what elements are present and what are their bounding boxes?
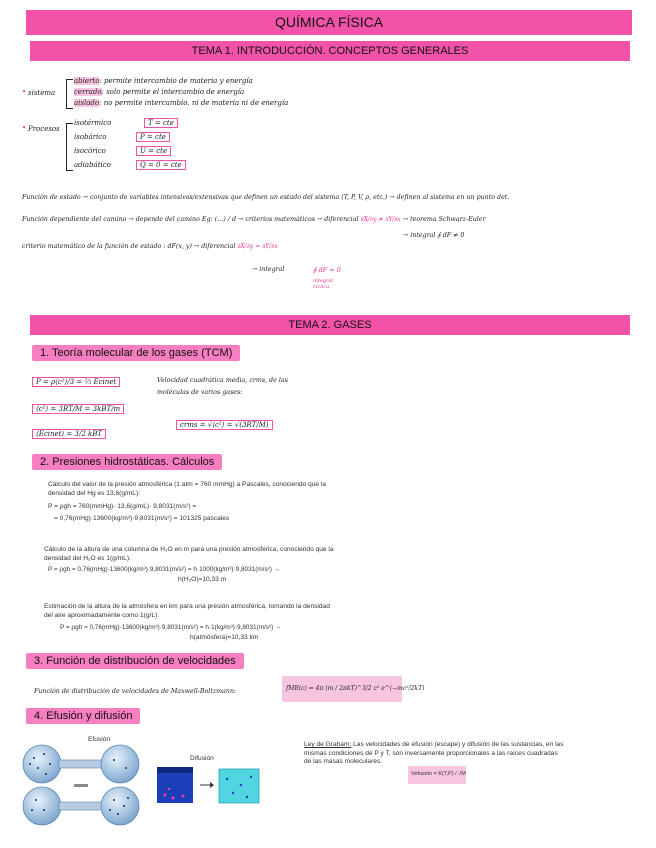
proceso-item: isotérmico T = cte bbox=[74, 119, 111, 127]
funcion-estado-text: Función de estado → conjunto de variables intensivas/extensivas que definen un estado del sistema (T, P, V, ρ, etc.) → definen al sistema en un punto det. bbox=[22, 194, 510, 201]
efusion-illustration bbox=[14, 744, 149, 829]
section3-title: 3. Función de distribución de velocidades bbox=[26, 653, 244, 669]
procesos-block bbox=[22, 119, 222, 173]
procesos-bracket bbox=[66, 123, 73, 171]
graham-formula-box bbox=[408, 766, 466, 784]
ex3-text: Estimación de la altura de la atmósfera en km para una presión atmosférica, tomando la densidad del aire aproximadamente como 1(g/L): bbox=[44, 603, 330, 619]
tcm-crms: crms = √⟨c²⟩ = √(3RT/M) bbox=[176, 421, 273, 429]
graham-text-block bbox=[304, 741, 564, 767]
graham-formula: Vefusión = K(T,P) / √M bbox=[411, 771, 466, 777]
graham-text: Ley de Graham: Las velocidades de efusión (escape) y difusión de las sustancias, en las mismas condiciones de P y T, son inversamente proporcionales a las raíces cuadradas de las masas moleculares. bbox=[304, 741, 564, 765]
tcm-eq1: P = ρ⟨c²⟩/3 = ⅔ Ecinet bbox=[32, 378, 120, 386]
sistema-item-aislado: aislado: no permite intercambio, ni de materia ni de energía bbox=[74, 99, 289, 107]
title-banner bbox=[26, 10, 632, 35]
mb-text: Función de distribución de velocidades de Maxwell-Boltzmann: bbox=[34, 688, 237, 695]
sistema-block bbox=[22, 77, 442, 111]
funcion-camino-text: Función dependiente del camino → depende del camino Eg: (…) / d → criterios matemáticos → diferencial ∂X/∂y ≠ ∂Y/∂x → teorema Schwarz-Euler bbox=[22, 216, 486, 223]
ex1-line2: = 0,76(mHg)·13600(kg/m³)·9,8031(m/s²) = 101325 pascales bbox=[54, 515, 230, 522]
tema1-banner bbox=[30, 41, 630, 61]
ex1-text: Cálculo del valor de la presión atmosférica (1 atm = 760 mmHg) a Pascales, conociendo que la densidad del Hg es 13,6(g/mL): bbox=[48, 481, 326, 497]
bullet-icon: • bbox=[22, 88, 27, 96]
section4-title: 4. Efusión y difusión bbox=[26, 708, 140, 724]
tema2-heading: TEMA 2. GASES bbox=[288, 319, 372, 331]
difusion-illustration bbox=[155, 765, 265, 807]
mb-formula-box bbox=[282, 676, 425, 702]
integral-estado: ∮ dF = 0 bbox=[313, 266, 341, 274]
efusion-bottom-row bbox=[23, 787, 139, 825]
sistema-item-cerrado: cerrado: solo permite el intercambio de energía bbox=[74, 88, 245, 96]
ex2-line2: h(H₂O)=10,33 m bbox=[178, 576, 227, 583]
criterio-estado-text: criterio matemático de la función de estado : dF(x, y) → diferencial ∂X/∂y = ∂Y/∂x bbox=[22, 243, 278, 250]
tema2-banner bbox=[30, 315, 630, 335]
efusion-top-row bbox=[23, 745, 139, 783]
integral-note: integral cíclica bbox=[313, 278, 333, 290]
proceso-item: isocórico U = cte bbox=[74, 147, 106, 155]
tcm-note: Velocidad cuadrática media, crms, de las moléculas de varios gases: bbox=[157, 377, 288, 396]
proceso-item: adiabático Q = 0 = cte bbox=[74, 161, 111, 169]
sistema-label: sistema bbox=[28, 89, 56, 97]
section2-title: 2. Presiones hidrostáticas. Cálculos bbox=[32, 454, 222, 470]
sistema-item-abierto: abierto: permite intercambio de materia y energía bbox=[74, 77, 253, 85]
proceso-item: isobárico P = cte bbox=[74, 133, 106, 141]
ex1-line1: P = ρgh = 760(mmHg)· 13,6(g/mL)· 9,8031(m/s²) = bbox=[48, 503, 197, 510]
integral-cerrada: → integral ∮ dF ≠ 0 bbox=[403, 232, 465, 239]
sistema-bracket bbox=[66, 79, 73, 109]
mb-formula: fMB(c) = 4π (m / 2πkT)^3/2 c² e^(−mc²/2kT) bbox=[286, 685, 425, 692]
tcm-eq3: ⟨Ecinet⟩ = 3/2 kBT bbox=[32, 430, 106, 438]
ex3-line2: h(atmósfera)=10,33 km bbox=[190, 634, 259, 641]
procesos-label: Procesos bbox=[28, 125, 60, 133]
page-title: QUÍMICA FÍSICA bbox=[274, 14, 384, 30]
tema1-heading: TEMA 1. INTRODUCCIÓN. CONCEPTOS GENERALES bbox=[191, 45, 469, 57]
ex2-text: Cálculo de la altura de una columna de H₂O en m para una presión atmosférica, conociendo que la densidad del H₂O es 1(g/mL): bbox=[44, 546, 334, 562]
ex2-line1: P = ρgh = 0,76(mHg)·13600(kg/m³)·9,8031(m/s²) = h·1000(kg/m³)·9,8031(m/s²) → bbox=[48, 566, 281, 573]
integral-estado-label: → integral bbox=[252, 266, 285, 273]
bullet-icon: • bbox=[22, 124, 27, 132]
ex3-line1: P = ρgh = 0,76(mHg)·13600(kg/m³)·9,8031(m/s²) = h·1(kg/m³)·9,8031(m/s²) → bbox=[60, 624, 282, 631]
section1-title: 1. Teoría molecular de los gases (TCM) bbox=[32, 345, 240, 361]
efusion-label: Efusión bbox=[88, 736, 110, 743]
difusion-label: Difusión bbox=[190, 755, 214, 762]
tcm-eq2: ⟨c²⟩ = 3RT/M = 3kBT/m bbox=[32, 405, 124, 413]
